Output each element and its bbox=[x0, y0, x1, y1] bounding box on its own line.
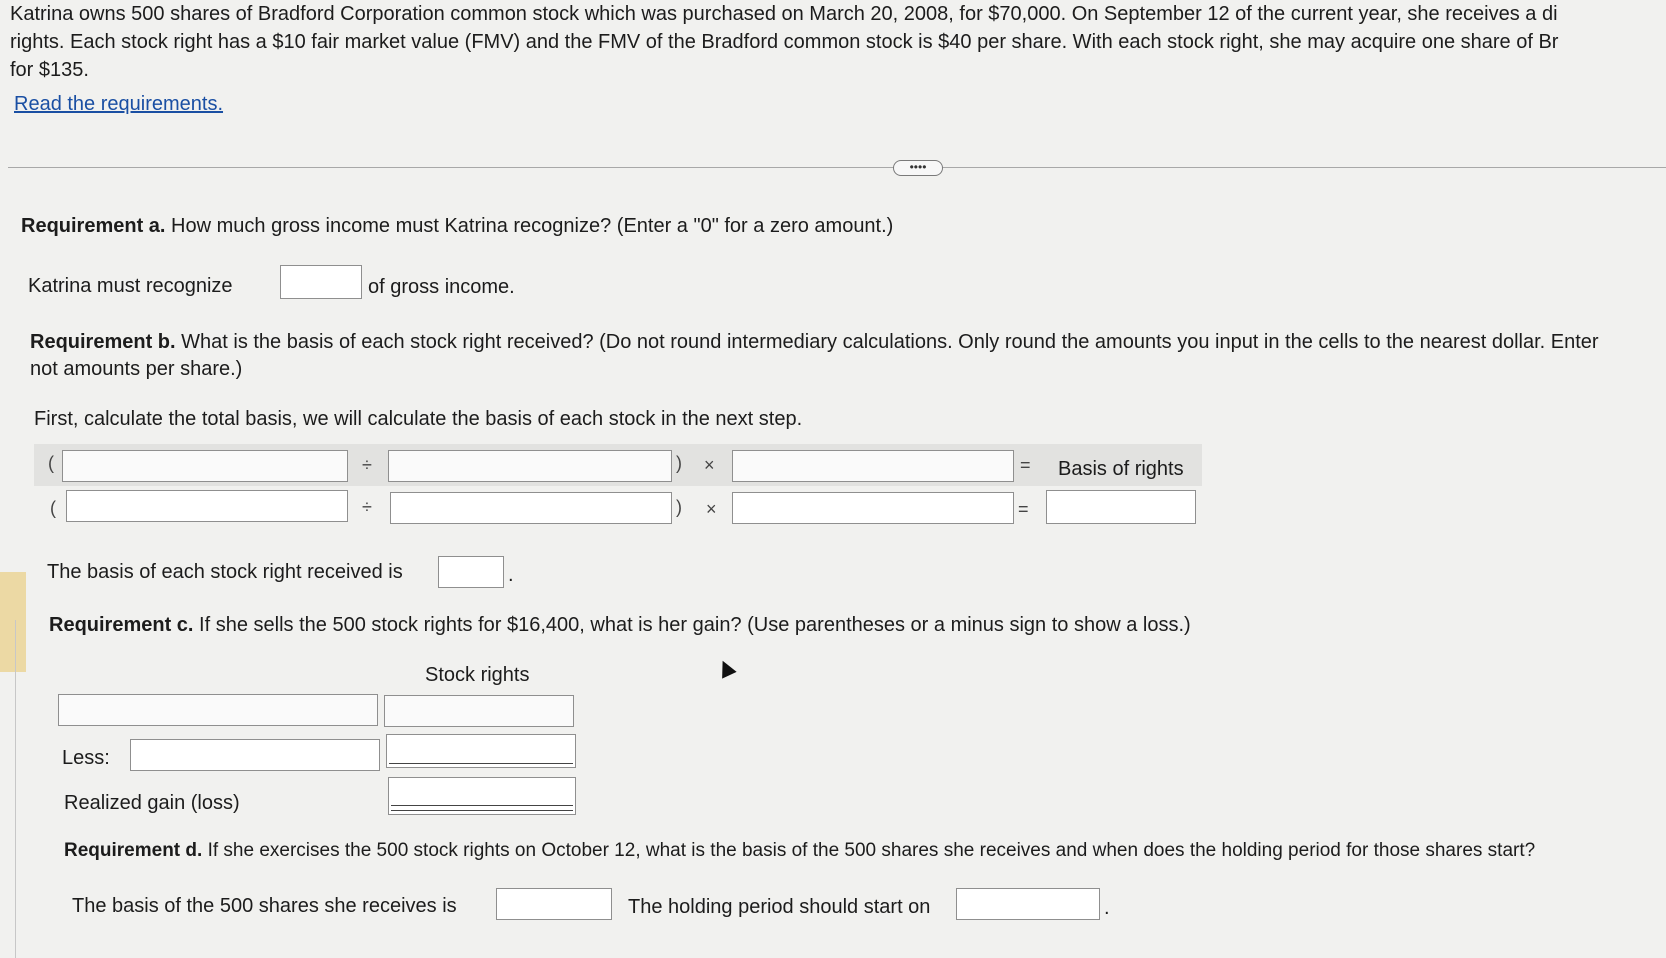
holding-period-input[interactable] bbox=[956, 888, 1100, 920]
basis-row1-cell1[interactable] bbox=[62, 450, 348, 482]
basis-row2-cell1[interactable] bbox=[66, 490, 348, 522]
basis-of-rights-input[interactable] bbox=[1046, 490, 1196, 524]
open-paren: ( bbox=[50, 498, 56, 518]
period: . bbox=[508, 564, 514, 586]
close-paren: ) bbox=[676, 497, 682, 517]
req-d-text: If she exercises the 500 stock rights on October 12, what is the basis of the 500 shares she receives and when does the holding period for those shares start? bbox=[207, 840, 1536, 861]
more-button[interactable]: •••• bbox=[893, 160, 943, 176]
req-a-text: How much gross income must Katrina recognize? (Enter a "0" for a zero amount.) bbox=[171, 215, 894, 237]
gross-income-input[interactable] bbox=[280, 265, 362, 299]
basis-row1-cell2[interactable] bbox=[388, 450, 672, 482]
req-a-prefix: Katrina must recognize bbox=[28, 275, 233, 297]
problem-text-line2: rights. Each stock right has a $10 fair market value (FMV) and the FMV of the Bradford common stock is $40 per share. With each stock right, she may acquire one share of Br bbox=[10, 31, 1559, 53]
req-c-label: Requirement c. bbox=[49, 614, 194, 636]
divide-sign: ÷ bbox=[362, 455, 372, 475]
section-divider bbox=[8, 167, 1666, 168]
gain-row1-label-input[interactable] bbox=[58, 694, 378, 726]
divide-sign: ÷ bbox=[362, 497, 372, 517]
close-paren: ) bbox=[676, 453, 682, 473]
open-paren: ( bbox=[48, 453, 54, 473]
req-b-text-line2: not amounts per share.) bbox=[30, 358, 243, 380]
stock-rights-column-header: Stock rights bbox=[425, 664, 530, 686]
basis-of-rights-header: Basis of rights bbox=[1058, 458, 1184, 480]
multiply-sign: × bbox=[706, 499, 717, 519]
req-a-label: Requirement a. bbox=[21, 215, 166, 237]
req-c-text: If she sells the 500 stock rights for $16,400, what is her gain? (Use parentheses or a minus sign to show a loss.) bbox=[199, 614, 1191, 636]
req-b-label: Requirement b. bbox=[30, 331, 176, 353]
req-d-heading bbox=[64, 840, 1535, 862]
highlight-bar bbox=[0, 572, 26, 672]
equals-sign: = bbox=[1018, 499, 1029, 519]
multiply-sign: × bbox=[704, 455, 715, 475]
less-label: Less: bbox=[62, 747, 110, 769]
gain-row2-label-input[interactable] bbox=[130, 739, 380, 771]
each-right-basis-input[interactable] bbox=[438, 556, 504, 588]
realized-gain-label: Realized gain (loss) bbox=[64, 792, 240, 814]
total-double-underline bbox=[391, 805, 573, 811]
equals-sign: = bbox=[1020, 455, 1031, 475]
basis-row1-cell3[interactable] bbox=[732, 450, 1014, 482]
req-b-instruction: First, calculate the total basis, we will calculate the basis of each stock in the next step. bbox=[34, 408, 803, 430]
holding-period-label: The holding period should start on bbox=[628, 896, 931, 918]
problem-text-line3: for $135. bbox=[10, 59, 89, 81]
req-b-text: What is the basis of each stock right received? (Do not round intermediary calculations. Only round the amounts you input in the cells to the nearest dollar. Enter bbox=[181, 331, 1599, 353]
basis-row2-cell3[interactable] bbox=[732, 492, 1014, 524]
each-right-basis-label: The basis of each stock right received is bbox=[47, 561, 403, 583]
read-requirements-link[interactable]: Read the requirements. bbox=[14, 93, 224, 115]
req-b-heading bbox=[30, 331, 1599, 354]
gain-row1-amount-input[interactable] bbox=[384, 695, 574, 727]
req-a-suffix: of gross income. bbox=[368, 276, 515, 298]
left-border-line bbox=[15, 620, 16, 958]
period: . bbox=[1104, 897, 1110, 919]
req-d-label: Requirement d. bbox=[64, 840, 203, 861]
shares-basis-input[interactable] bbox=[496, 888, 612, 920]
req-a-heading bbox=[21, 215, 893, 238]
req-c-heading bbox=[49, 614, 1191, 637]
mouse-cursor-icon bbox=[715, 657, 736, 678]
shares-basis-label: The basis of the 500 shares she receives is bbox=[72, 895, 457, 917]
subtotal-underline bbox=[389, 763, 573, 764]
problem-text-line1: Katrina owns 500 shares of Bradford Corporation common stock which was purchased on March 20, 2008, for $70,000. On September 12 of the current year, she receives a di bbox=[10, 3, 1558, 25]
basis-row2-cell2[interactable] bbox=[390, 492, 672, 524]
